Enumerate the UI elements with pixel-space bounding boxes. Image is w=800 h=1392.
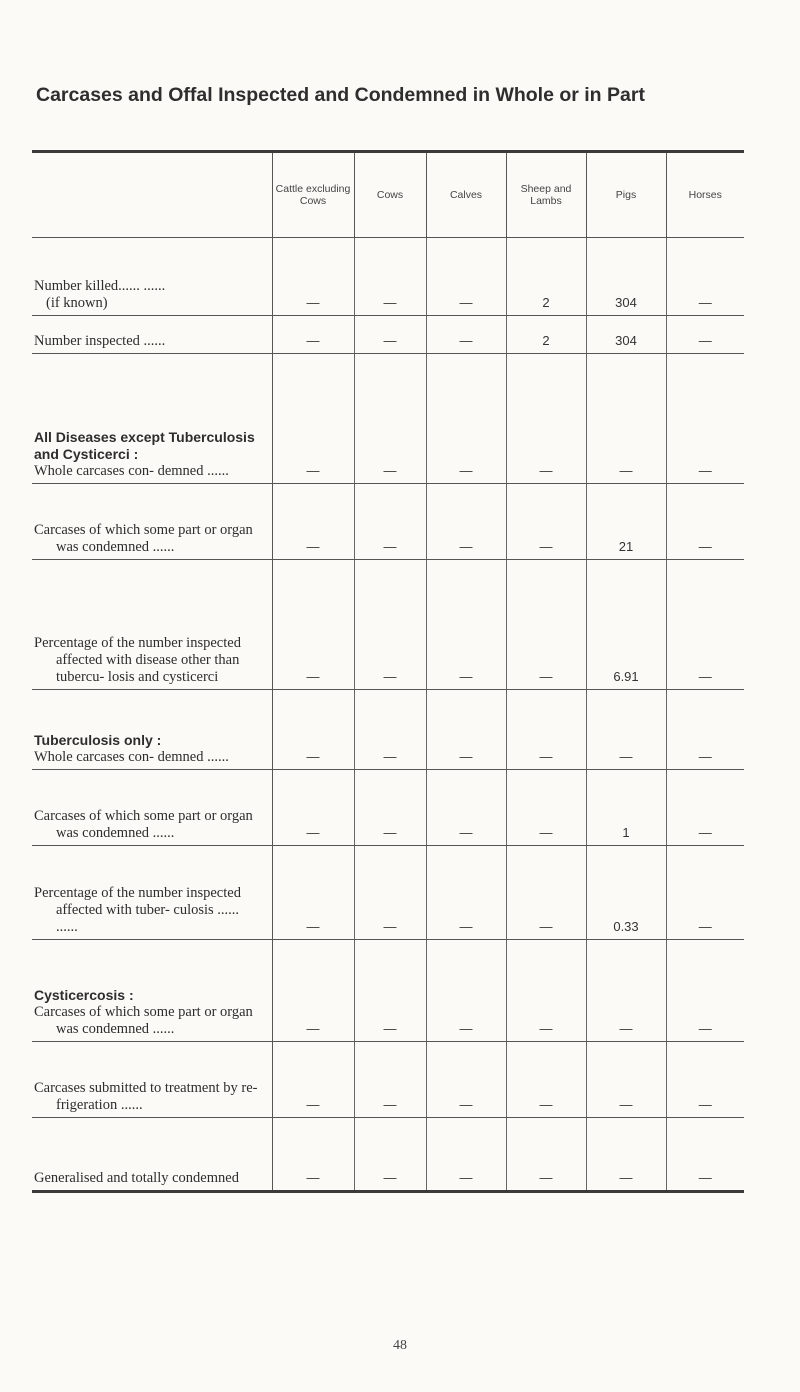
cell-value: — bbox=[272, 560, 354, 690]
cell-value: — bbox=[354, 238, 426, 316]
page-title: Carcases and Offal Inspected and Condemned in Whole or in Part bbox=[36, 84, 645, 106]
cell-value: — bbox=[354, 484, 426, 560]
section-heading: Tuberculosis only : bbox=[34, 732, 162, 748]
cell-value: — bbox=[272, 1118, 354, 1192]
table-row bbox=[32, 770, 744, 846]
cell-value: 2 bbox=[506, 238, 586, 316]
cell-value: 6.91 bbox=[586, 560, 666, 690]
cell-value: — bbox=[354, 940, 426, 1042]
cell-value: — bbox=[506, 846, 586, 940]
table-row bbox=[32, 560, 744, 690]
cell-value: — bbox=[506, 770, 586, 846]
cell-value: — bbox=[272, 690, 354, 770]
cell-value: — bbox=[354, 846, 426, 940]
cell-value: — bbox=[666, 846, 744, 940]
cell-value: — bbox=[354, 1118, 426, 1192]
col-header-horses: Horses bbox=[666, 152, 744, 238]
row-label bbox=[32, 560, 272, 690]
col-header-pigs: Pigs bbox=[586, 152, 666, 238]
cell-value: — bbox=[586, 1118, 666, 1192]
section-heading: Cysticercosis : bbox=[34, 987, 134, 1003]
cell-value: — bbox=[426, 770, 506, 846]
cell-value: — bbox=[666, 560, 744, 690]
cell-value: — bbox=[272, 238, 354, 316]
table-row bbox=[32, 846, 744, 940]
row-label bbox=[32, 1118, 272, 1192]
cell-value: — bbox=[426, 940, 506, 1042]
row-label-text: (if known) bbox=[46, 295, 108, 311]
inspection-table bbox=[32, 150, 744, 1193]
row-label bbox=[32, 770, 272, 846]
cell-value: — bbox=[666, 1118, 744, 1192]
row-label bbox=[32, 484, 272, 560]
cell-value: — bbox=[666, 940, 744, 1042]
cell-value: 304 bbox=[586, 316, 666, 354]
cell-value: — bbox=[426, 1042, 506, 1118]
cell-value: — bbox=[354, 560, 426, 690]
cell-value: — bbox=[666, 1042, 744, 1118]
col-header-cattle: Cattle excluding Cows bbox=[272, 152, 354, 238]
cell-value: — bbox=[272, 316, 354, 354]
cell-value: — bbox=[426, 316, 506, 354]
cell-value: — bbox=[272, 484, 354, 560]
cell-value: — bbox=[354, 354, 426, 484]
cell-value: — bbox=[506, 1042, 586, 1118]
row-label-text: Carcases of which some part or organ was condemned ...... bbox=[34, 1004, 253, 1037]
cell-value: — bbox=[426, 238, 506, 316]
cell-value: — bbox=[666, 316, 744, 354]
table-row bbox=[32, 238, 744, 316]
cell-value: 2 bbox=[506, 316, 586, 354]
row-label bbox=[32, 940, 272, 1042]
table-row bbox=[32, 690, 744, 770]
row-label bbox=[32, 846, 272, 940]
row-label-text: Generalised and totally condemned bbox=[34, 1170, 239, 1186]
cell-value: — bbox=[426, 1118, 506, 1192]
table-row bbox=[32, 1042, 744, 1118]
table-body bbox=[32, 238, 744, 1192]
cell-value: 21 bbox=[586, 484, 666, 560]
row-label-text: Number inspected ...... bbox=[34, 333, 166, 349]
cell-value: — bbox=[586, 1042, 666, 1118]
cell-value: — bbox=[586, 940, 666, 1042]
cell-value: — bbox=[666, 238, 744, 316]
row-label bbox=[32, 354, 272, 484]
header-row bbox=[32, 152, 744, 238]
col-header-cows: Cows bbox=[354, 152, 426, 238]
row-label bbox=[32, 316, 272, 354]
row-label-text: Whole carcases con- demned ...... bbox=[34, 749, 229, 765]
cell-value: — bbox=[272, 1042, 354, 1118]
row-label bbox=[32, 1042, 272, 1118]
row-label-text: Percentage of the number inspected affected with tuber- culosis ...... ...... bbox=[34, 885, 241, 935]
table-row bbox=[32, 316, 744, 354]
cell-value: — bbox=[272, 940, 354, 1042]
row-label-text: Percentage of the number inspected affected with disease other than tubercu- losis and cysticerci bbox=[34, 635, 241, 685]
cell-value: 1 bbox=[586, 770, 666, 846]
row-label bbox=[32, 238, 272, 316]
cell-value: 304 bbox=[586, 238, 666, 316]
cell-value: — bbox=[506, 690, 586, 770]
cell-value: — bbox=[506, 940, 586, 1042]
row-label-text: Carcases of which some part or organ was condemned ...... bbox=[34, 808, 253, 841]
page-number: 48 bbox=[393, 1338, 407, 1353]
cell-value: 0.33 bbox=[586, 846, 666, 940]
cell-value: — bbox=[272, 770, 354, 846]
cell-value: — bbox=[272, 354, 354, 484]
cell-value: — bbox=[586, 690, 666, 770]
cell-value: — bbox=[586, 354, 666, 484]
cell-value: — bbox=[506, 1118, 586, 1192]
cell-value: — bbox=[666, 354, 744, 484]
row-label-text: Carcases submitted to treatment by re- frigeration ...... bbox=[34, 1080, 258, 1113]
cell-value: — bbox=[666, 690, 744, 770]
cell-value: — bbox=[666, 770, 744, 846]
cell-value: — bbox=[426, 690, 506, 770]
table-row bbox=[32, 940, 744, 1042]
cell-value: — bbox=[666, 484, 744, 560]
row-label bbox=[32, 690, 272, 770]
section-heading: All Diseases except Tuberculosis and Cysticerci : bbox=[34, 429, 255, 462]
row-label-text: Number killed...... ...... bbox=[34, 278, 166, 294]
col-header-sheep: Sheep and Lambs bbox=[506, 152, 586, 238]
cell-value: — bbox=[426, 354, 506, 484]
cell-value: — bbox=[506, 354, 586, 484]
cell-value: — bbox=[426, 560, 506, 690]
cell-value: — bbox=[272, 846, 354, 940]
cell-value: — bbox=[426, 484, 506, 560]
cell-value: — bbox=[354, 690, 426, 770]
row-label-text: Whole carcases con- demned ...... bbox=[34, 463, 229, 479]
cell-value: — bbox=[506, 560, 586, 690]
table-row bbox=[32, 484, 744, 560]
cell-value: — bbox=[354, 316, 426, 354]
table-row bbox=[32, 1118, 744, 1192]
header-blank bbox=[32, 152, 272, 238]
cell-value: — bbox=[354, 1042, 426, 1118]
cell-value: — bbox=[426, 846, 506, 940]
row-label-text: Carcases of which some part or organ was condemned ...... bbox=[34, 522, 253, 555]
table-row bbox=[32, 354, 744, 484]
cell-value: — bbox=[506, 484, 586, 560]
cell-value: — bbox=[354, 770, 426, 846]
col-header-calves: Calves bbox=[426, 152, 506, 238]
